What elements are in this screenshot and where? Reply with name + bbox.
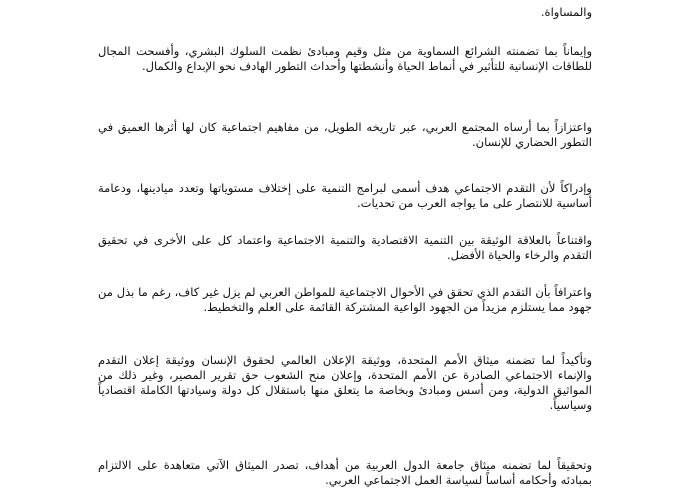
paragraph-social-progress-goal: وإدراكاً لأن التقدم الاجتماعي هدف أسمى لبرامج التنمية على إختلاف مستوياتها وتعدد ميادينها، ودعامة أساسية للانتصار على ما يواجه العرب من تحديات. [98,181,592,210]
paragraph-arab-league-charter: وتحقيقاً لما تضمنه ميثاق جامعة الدول العربية من أهداف، تصدر الميثاق الآتي متعاهدة على الالتزام بمبادئه وأحكامه أساساً لسياسة العمل الاجتماعي العربي. [98,458,592,487]
paragraph-divine-laws: وإيماناً بما تضمنته الشرائع السماوية من مثل وقيم ومبادئ نظمت السلوك البشري، وأفسحت المجال للطاقات الإنسانية للتأثير في أنماط الحياة وأنشطتها وأحداث التطور الهادف نحو الإبداع والكمال. [98,44,592,73]
paragraph-progress-not-sufficient: واعترافاً بأن التقدم الذي تحقق في الأحوال الاجتماعية للمواطن العربي لم يزل غير كاف، رغم ما بذل من جهود مما يستلزم مزيداً من الجهود الواعية المشتركة القائمة على العلم والتخطيط. [98,285,592,314]
paragraph-economic-social-development: واقتناعاً بالعلاقة الوثيقة بين التنمية الاقتصادية والتنمية الاجتماعية واعتماد كل على الأخرى في تحقيق التقدم والرخاء والحياة الأفضل. [98,233,592,262]
paragraph-equality-fragment: والمساواة. [540,5,592,19]
paragraph-arab-society-pride: واعتزازاً بما أرساه المجتمع العربي، عبر تاريخه الطويل، من مفاهيم اجتماعية كان لها أثرها العميق في التطور الحضاري للإنسان. [98,120,592,149]
paragraph-un-charter-affirmation: وتأكيداً لما تضمنه ميثاق الأمم المتحدة، ووثيقة الإعلان العالمي لحقوق الإنسان ووثيقة إعلان التقدم والإنماء الاجتماعي الصادرة عن الأمم المتحدة، وإعلان منح الشعوب حق تقرير المصير، وغير ذلك من المواثيق الدولية، ومن أسس ومبادئ وبخاصة ما يتعلق منها باستقلال كل دولة وسيادتها الكاملة اقتصادياً وسياسياً. [98,353,592,412]
